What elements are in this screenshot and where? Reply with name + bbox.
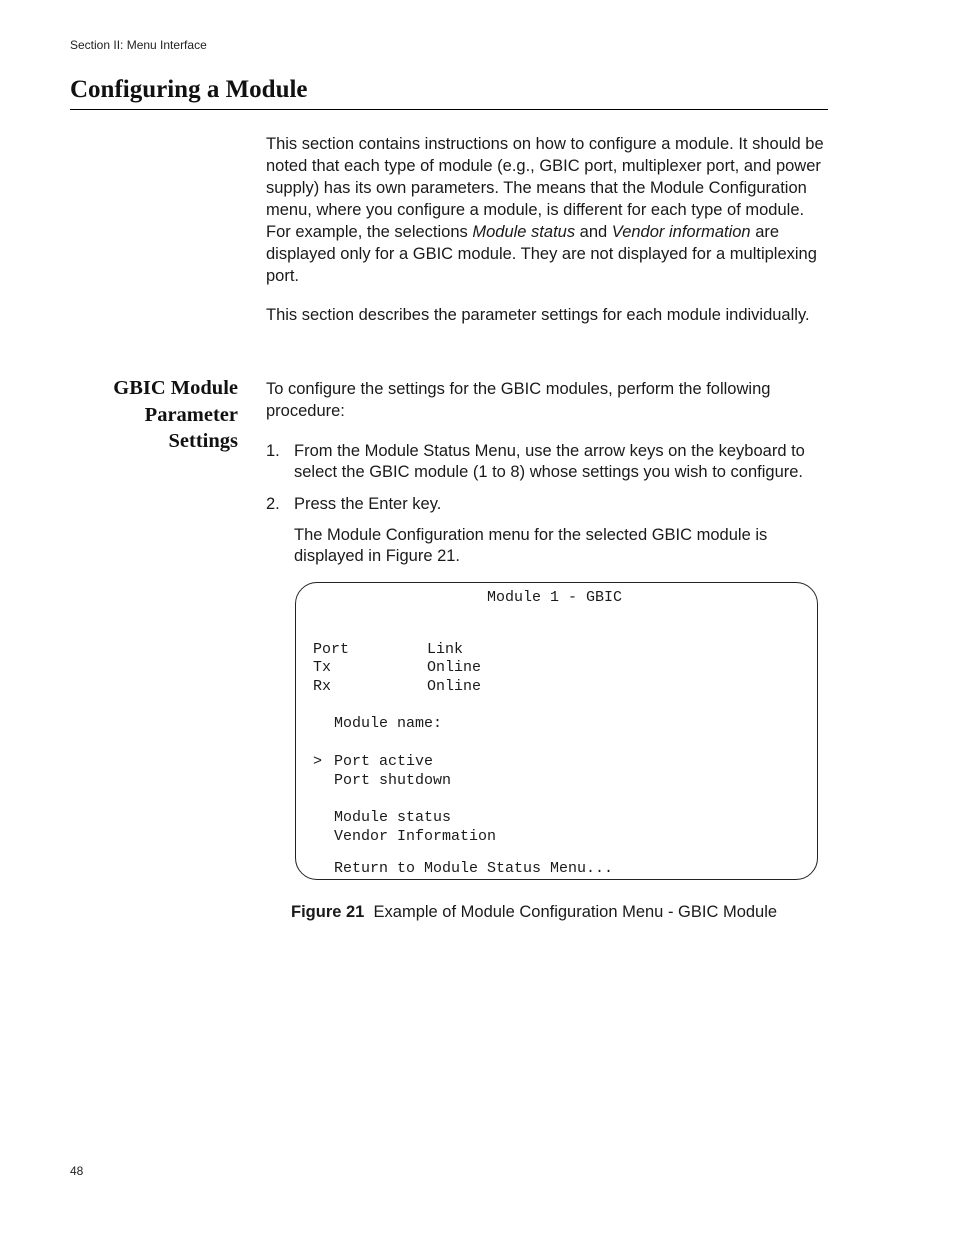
module-status-option: Module status (334, 809, 452, 826)
rx-port-label: Rx (313, 678, 332, 695)
vendor-information-emphasis: Vendor information (611, 223, 751, 241)
step-number: 2. (266, 495, 280, 513)
step-number: 1. (266, 442, 280, 460)
tx-link-status: Online (427, 659, 482, 676)
step-note: The Module Configuration menu for the selected GBIC module is displayed in Figure 21. (294, 526, 768, 565)
screen-title: Module 1 - GBIC (487, 589, 623, 606)
heading-line-1: GBIC Module (113, 377, 238, 399)
procedure-step (266, 494, 832, 515)
intro-paragraph (266, 133, 832, 287)
tx-port-label: Tx (313, 659, 332, 676)
return-option: Return to Module Status Menu... (334, 860, 614, 877)
page-title: Configuring a Module (70, 76, 308, 103)
vendor-information-option: Vendor Information (334, 828, 497, 845)
step-text: From the Module Status Menu, use the arrow keys on the keyboard to select the GBIC module (1 to 8) whose settings you wish to configure. (294, 442, 805, 481)
intro-text-part-2: and (575, 223, 612, 241)
running-head: Section II: Menu Interface (70, 38, 207, 52)
figure-caption-text: Example of Module Configuration Menu - GBIC Module (373, 903, 778, 921)
module-name-field-label: Module name: (334, 715, 443, 732)
figure-label: Figure 21 (291, 903, 365, 921)
step-text: Press the Enter key. (294, 495, 442, 513)
procedure-intro: To configure the settings for the GBIC modules, perform the following procedure: (266, 380, 771, 420)
intro-text-part-1: This section contains instructions on how to configure a module. It should be noted that each type of module (e.g., GBIC port, multiplexer port, and power supply) has its own parameters. The means that the Module Configuration menu, where you configure a module, is different for each type of module. For example, the selections (266, 135, 824, 241)
selection-cursor: > (313, 753, 323, 770)
port-active-option: Port active (334, 753, 434, 770)
intro-text-part-3: are displayed only for a GBIC module. They are not displayed for a multiplexing port. (266, 223, 817, 285)
link-column-header: Link (427, 641, 464, 658)
section-description: This section describes the parameter settings for each module individually. (266, 306, 810, 324)
title-rule (70, 109, 828, 110)
heading-line-2: Parameter (144, 403, 238, 426)
figure-caption (291, 902, 777, 923)
module-status-emphasis: Module status (472, 223, 576, 241)
port-shutdown-option: Port shutdown (334, 772, 452, 789)
page-number: 48 (70, 1164, 84, 1178)
procedure-step (266, 441, 832, 483)
heading-line-3: Settings (168, 430, 238, 452)
port-column-header: Port (313, 641, 350, 658)
rx-link-status: Online (427, 678, 482, 695)
gbic-section-heading (70, 375, 238, 455)
